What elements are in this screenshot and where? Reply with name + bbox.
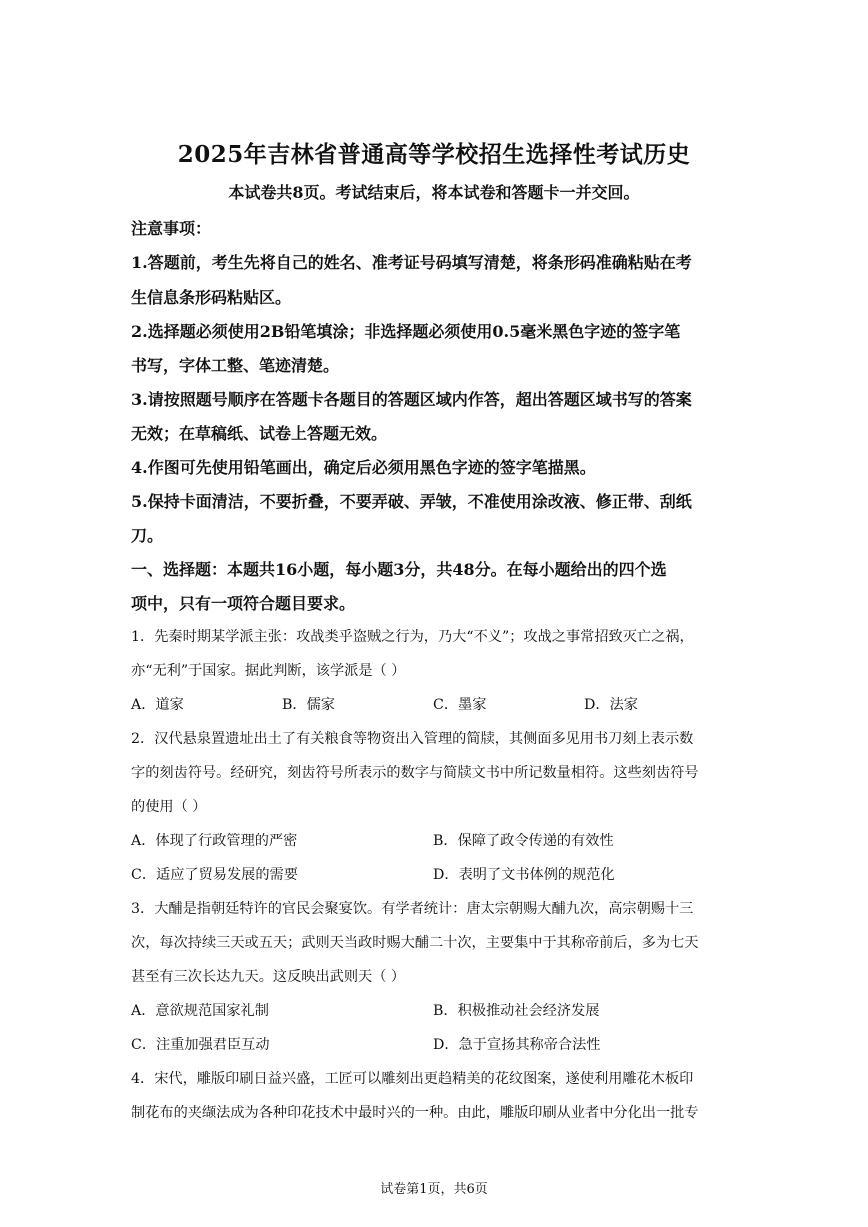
page-title: 2025年吉林省普通高等学校招生选择性考试历史: [177, 141, 691, 168]
question-3-option-a: A．意欲规范国家礼制: [131, 1003, 269, 1019]
question-2-option-d: D．表明了文书体例的规范化: [433, 867, 615, 883]
question-1-option-d: D．法家: [584, 697, 638, 713]
question-3-option-d: D．急于宣扬其称帝合法性: [433, 1037, 601, 1053]
question-2-stem: 2．汉代悬泉置遗址出土了有关粮食等物资出入管理的简牍，其侧面多见用书刀刻上表示数: [131, 731, 694, 747]
question-2-stem: 字的刻齿符号。经研究，刻齿符号所表示的数字与简牍文书中所记数量相符。这些刻齿符号: [131, 765, 699, 781]
question-2-option-b: B．保障了政令传递的有效性: [433, 833, 614, 849]
notice-line: 生信息条形码粘贴区。: [131, 288, 292, 307]
notice-line: 刀。: [131, 526, 164, 545]
question-1-option-a: A．道家: [131, 697, 184, 713]
page-footer: 试卷第1页，共6页: [380, 1182, 488, 1197]
notice-line: 4.作图可先使用铅笔画出，确定后必须用黑色字迹的签字笔描黑。: [131, 458, 596, 477]
notice-line: 5.保持卡面清洁，不要折叠，不要弄破、弄皱，不准使用涂改液、修正带、刮纸: [131, 492, 692, 511]
notice-line: 3.请按照题号顺序在答题卡各题目的答题区域内作答，超出答题区域书写的答案: [131, 390, 692, 409]
notice-line: 1.答题前，考生先将自己的姓名、准考证号码填写清楚，将条形码准确粘贴在考: [131, 253, 692, 272]
notice-line: 书写，字体工整、笔迹清楚。: [131, 356, 340, 375]
question-2-option-c: C．适应了贸易发展的需要: [131, 867, 298, 883]
question-4-stem: 4．宋代，雕版印刷日益兴盛，工匠可以雕刻出更趋精美的花纹图案，遂使利用雕花木板印: [131, 1071, 694, 1087]
question-1-option-b: B．儒家: [282, 697, 335, 713]
question-3-option-c: C．注重加强君臣互动: [131, 1037, 270, 1053]
question-2-option-a: A．体现了行政管理的严密: [131, 833, 298, 849]
question-3-stem: 甚至有三次长达九天。这反映出武则天（ ）: [131, 969, 406, 985]
notice-line: 2.选择题必须使用2B铅笔填涂；非选择题必须使用0.5毫米黑色字迹的签字笔: [131, 322, 681, 341]
question-1-stem: 亦“无利”于国家。据此判断，该学派是（ ）: [131, 663, 406, 679]
notice-line: 无效；在草稿纸、试卷上答题无效。: [131, 424, 388, 443]
question-3-option-b: B．积极推动社会经济发展: [433, 1003, 600, 1019]
question-1-option-c: C．墨家: [433, 697, 487, 713]
page-subtitle: 本试卷共8页。考试结束后，将本试卷和答题卡一并交回。: [228, 183, 640, 202]
section-heading: 项中，只有一项符合题目要求。: [131, 594, 356, 613]
question-1-stem: 1．先秦时期某学派主张：攻战类乎盗贼之行为，乃大“不义”；攻战之事常招致灭亡之祸，: [131, 629, 694, 645]
section-heading: 一、选择题：本题共16小题，每小题3分，共48分。在每小题给出的四个选: [131, 560, 667, 579]
question-3-stem: 次，每次持续三天或五天；武则天当政时赐大酺二十次，主要集中于其称帝前后，多为七天: [131, 935, 699, 951]
question-3-stem: 3．大酺是指朝廷特许的官民会聚宴饮。有学者统计：唐太宗朝赐大酺九次，高宗朝赐十三: [131, 901, 694, 917]
question-4-stem: 制花布的夹缬法成为各种印花技术中最时兴的一种。由此，雕版印刷从业者中分化出一批专: [131, 1105, 699, 1121]
question-2-stem: 的使用（ ）: [131, 799, 207, 815]
notice-heading: 注意事项：: [131, 219, 212, 238]
